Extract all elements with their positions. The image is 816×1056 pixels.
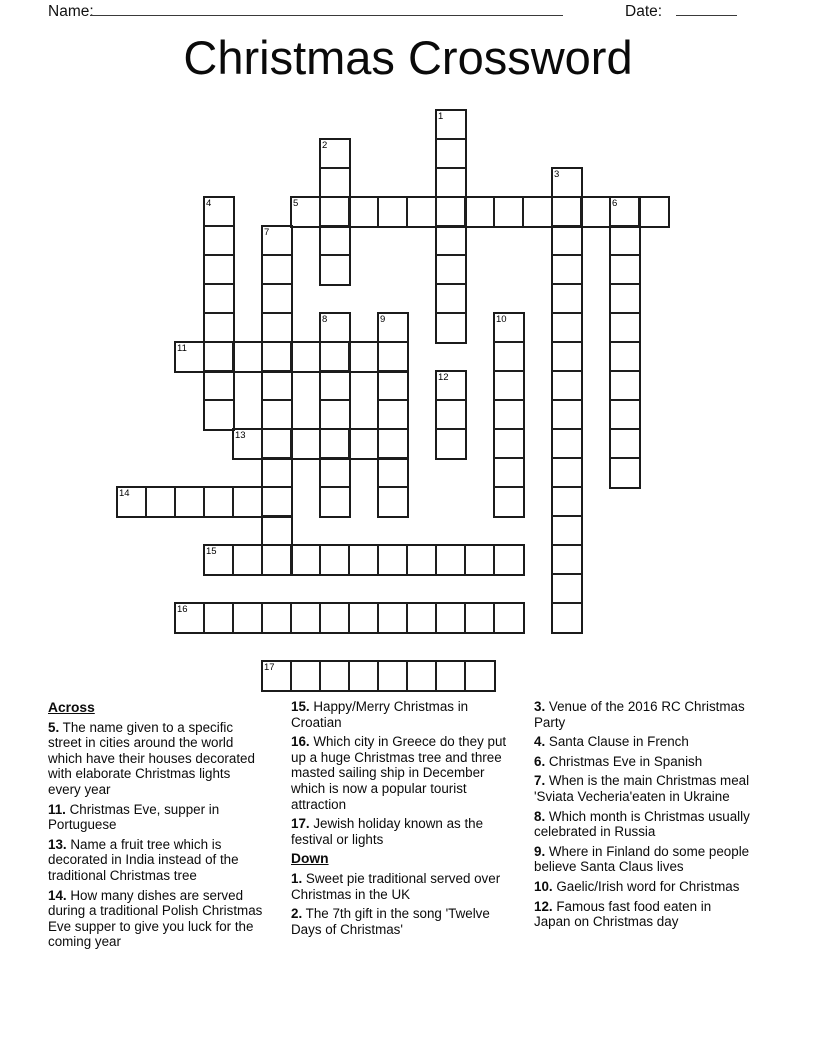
cell-separator [262,312,291,314]
crossword-cell[interactable] [407,197,436,226]
cell-separator [320,254,349,256]
cell-separator [493,545,495,574]
crossword-cell[interactable] [320,458,349,487]
clue-1: 1. Sweet pie traditional served over Christmas in the UK [291,870,501,902]
cell-separator [551,197,553,226]
cell-separator [320,486,349,488]
crossword-cell[interactable] [378,545,407,574]
cell-separator [436,254,465,256]
crossword-cell[interactable] [320,429,349,458]
crossword-cell[interactable] [378,371,407,400]
cell-separator [204,399,233,401]
crossword-cell[interactable] [610,313,639,342]
cell-separator [552,283,581,285]
name-input-line[interactable] [90,0,563,16]
crossword-cell[interactable] [204,255,233,284]
crossword-cell[interactable] [552,545,581,574]
crossword-grid [117,110,669,691]
crossword-cell[interactable] [494,603,523,632]
cell-separator [262,399,291,401]
crossword-cell[interactable] [552,313,581,342]
cell-separator [436,138,465,140]
clues-column-3 [534,699,750,934]
crossword-cell[interactable] [552,516,581,545]
cell-separator [435,545,437,574]
crossword-cell[interactable] [436,168,465,197]
cell-separator [464,661,466,690]
cell-separator [552,399,581,401]
down-heading: Down [291,851,329,867]
crossword-cell[interactable] [204,603,233,632]
clue-number: 9. [534,843,546,859]
crossword-cell[interactable] [552,400,581,429]
clue-10: 10. Gaelic/Irish word for Christmas [534,878,740,894]
cell-separator [522,197,524,226]
cell-separator [464,603,466,632]
crossword-cell[interactable] [552,429,581,458]
cell-separator [348,545,350,574]
cell-separator [610,457,639,459]
cell-separator [203,487,205,516]
cell-separator [378,399,407,401]
cell-number: 6 [612,197,618,209]
crossword-cell[interactable] [291,603,320,632]
crossword-cell[interactable] [494,487,523,516]
cell-separator [436,399,465,401]
clue-9: 9. Where in Finland do some people believe Santa Claus lives [534,843,750,875]
clue-number: 2. [291,906,303,922]
crossword-cell[interactable] [262,400,291,429]
cell-separator [494,486,523,488]
clue-3: 3. Venue of the 2016 RC Christmas Party [534,699,745,730]
across-heading: Across [48,700,95,715]
crossword-cell[interactable] [436,284,465,313]
crossword-cell[interactable] [581,197,610,226]
clue-number: 7. [534,773,546,789]
clue-12: 12. Famous fast food eaten in Japan on Christmas day [534,898,712,930]
crossword-cell[interactable] [494,545,523,574]
cell-separator [319,429,321,458]
clue-2: 2. The 7th gift in the song 'Twelve Days of Christmas' [291,906,490,937]
cell-separator [406,661,408,690]
clue-number: 11. [48,801,66,817]
crossword-cell[interactable] [204,226,233,255]
cell-separator [320,399,349,401]
crossword-cell[interactable] [465,661,494,690]
cell-separator [610,225,639,227]
cell-separator [610,341,639,343]
clue-13: 13. Name a fruit tree which is decorated in India instead of the traditional Christmas tree [48,836,239,883]
clue-6: 6. Christmas Eve in Spanish [534,753,703,769]
crossword-cell[interactable] [436,226,465,255]
crossword-cell[interactable] [494,197,523,226]
crossword-cell[interactable] [378,429,407,458]
crossword-cell[interactable] [320,487,349,516]
crossword-cell[interactable] [349,429,378,458]
crossword-cell[interactable] [291,342,320,371]
cell-separator [319,661,321,690]
crossword-cell[interactable] [639,197,668,226]
clue-16: 16. Which city in Greece do they put up a huge Christmas tree and three masted sailing ship in December which is now a popular tourist attraction [291,734,507,812]
cell-separator [377,342,379,371]
crossword-cell[interactable] [262,371,291,400]
crossword-cell[interactable] [262,284,291,313]
cell-separator [552,602,581,604]
crossword-cell[interactable] [378,661,407,690]
cell-separator [290,661,292,690]
crossword-cell[interactable] [378,487,407,516]
cell-number: 4 [206,197,212,209]
clues-column-2 [291,699,516,941]
cell-number: 14 [119,487,130,499]
clue-number: 14. [48,887,67,903]
crossword-cell[interactable] [262,255,291,284]
cell-separator [145,487,147,516]
clue-number: 17. [291,816,310,832]
crossword-cell[interactable] [552,284,581,313]
crossword-cell[interactable] [320,255,349,284]
crossword-cell[interactable] [552,487,581,516]
crossword-cell[interactable] [436,255,465,284]
cell-separator [319,545,321,574]
cell-separator [610,283,639,285]
cell-separator [406,603,408,632]
cell-separator [261,603,263,632]
crossword-cell[interactable] [465,197,494,226]
cell-separator [436,428,465,430]
clue-14: 14. How many dishes are served during a traditional Polish Christmas Eve supper to give you luck for the coming year [48,887,263,950]
crossword-cell[interactable] [378,458,407,487]
cell-separator [320,167,349,169]
cell-separator [290,429,292,458]
cell-separator [494,341,523,343]
crossword-cell[interactable] [262,603,291,632]
clues-column-1 [48,699,266,954]
cell-separator [348,429,350,458]
cell-separator [377,603,379,632]
crossword-cell[interactable] [262,429,291,458]
crossword-cell[interactable] [320,226,349,255]
crossword-cell[interactable] [320,400,349,429]
crossword-cell[interactable] [552,371,581,400]
crossword-cell[interactable] [378,400,407,429]
page-title: Christmas Crossword [183,31,633,84]
cell-separator [203,603,205,632]
clue-8: 8. Which month is Christmas usually celebrated in Russia [534,808,750,840]
crossword-cell[interactable] [204,313,233,342]
crossword-cell[interactable] [320,603,349,632]
crossword-cell[interactable] [436,603,465,632]
cell-separator [493,603,495,632]
crossword-cell[interactable] [320,197,349,226]
cell-number: 9 [380,313,386,325]
crossword-cell[interactable] [465,603,494,632]
cell-number: 13 [235,429,246,441]
crossword-cell[interactable] [436,197,465,226]
crossword-cell[interactable] [349,661,378,690]
crossword-cell[interactable] [552,458,581,487]
crossword-cell[interactable] [494,458,523,487]
crossword-cell[interactable] [175,487,204,516]
crossword-cell[interactable] [610,255,639,284]
cell-separator [552,254,581,256]
cell-separator [290,603,292,632]
crossword-cell[interactable] [523,197,552,226]
crossword-cell[interactable] [552,603,581,632]
cell-number: 8 [322,313,328,325]
cell-separator [378,486,407,488]
crossword-cell[interactable] [291,429,320,458]
cell-separator [552,457,581,459]
cell-number: 16 [177,603,188,615]
cell-separator [319,197,321,226]
crossword-cell[interactable] [465,545,494,574]
cell-separator [435,197,437,226]
cell-separator [406,197,408,226]
cell-number: 7 [264,226,270,238]
crossword-cell[interactable] [552,342,581,371]
cell-separator [464,197,466,226]
crossword-cell[interactable] [262,313,291,342]
crossword-cell[interactable] [407,545,436,574]
crossword-cell[interactable] [610,284,639,313]
clue-number: 1. [291,870,303,886]
cell-separator [494,457,523,459]
crossword-cell[interactable] [407,603,436,632]
cell-separator [552,515,581,517]
cell-number: 12 [438,371,449,383]
clue-15: 15. Happy/Merry Christmas in Croatian [291,699,469,730]
crossword-cell[interactable] [262,516,291,545]
crossword-cell[interactable] [349,197,378,226]
crossword-cell[interactable] [552,574,581,603]
crossword-cell[interactable] [610,458,639,487]
cell-number: 11 [177,342,187,354]
crossword-cell[interactable] [233,603,262,632]
clue-number: 16. [291,734,310,750]
cell-separator [610,399,639,401]
cell-number: 17 [264,661,275,673]
cell-separator [261,487,263,516]
cell-separator [262,283,291,285]
crossword-cell[interactable] [436,429,465,458]
cell-separator [290,342,292,371]
cell-separator [232,545,234,574]
clue-7: 7. When is the main Christmas meal 'Sviata Vecheria'eaten in Ukraine [534,773,750,804]
cell-separator [204,312,233,314]
cell-number: 3 [554,168,560,180]
crossword-cell[interactable] [204,284,233,313]
cell-separator [610,312,639,314]
crossword-cell[interactable] [204,487,233,516]
crossword-cell[interactable] [407,661,436,690]
crossword-cell[interactable] [233,487,262,516]
cell-separator [232,487,234,516]
cell-separator [494,370,523,372]
cell-separator [377,661,379,690]
cell-separator [552,428,581,430]
crossword-cell[interactable] [378,603,407,632]
cell-separator [319,603,321,632]
cell-separator [552,370,581,372]
crossword-cell[interactable] [494,400,523,429]
crossword-cell[interactable] [436,313,465,342]
crossword-cell[interactable] [349,545,378,574]
crossword-cell[interactable] [320,342,349,371]
crossword-cell[interactable] [204,400,233,429]
cell-separator [435,661,437,690]
crossword-cell[interactable] [204,371,233,400]
cell-separator [552,544,581,546]
cell-separator [290,545,292,574]
clue-11: 11. Christmas Eve, supper in Portuguese [48,801,220,833]
cell-separator [610,254,639,256]
crossword-cell[interactable] [262,342,291,371]
cell-separator [552,486,581,488]
cell-separator [436,167,465,169]
cell-separator [377,545,379,574]
crossword-cell[interactable] [320,545,349,574]
cell-separator [232,603,234,632]
crossword-cell[interactable] [378,342,407,371]
clue-number: 13. [48,836,67,852]
cell-separator [494,428,523,430]
crossword-cell[interactable] [291,661,320,690]
cell-separator [552,573,581,575]
cell-separator [436,283,465,285]
crossword-cell[interactable] [436,139,465,168]
crossword-cell[interactable] [494,371,523,400]
crossword-cell[interactable] [436,661,465,690]
clue-number: 15. [291,699,310,714]
crossword-cell[interactable] [610,371,639,400]
cell-separator [493,197,495,226]
cell-separator [494,399,523,401]
cell-separator [204,254,233,256]
crossword-cell[interactable] [610,226,639,255]
crossword-cell[interactable] [262,545,291,574]
clue-number: 4. [534,734,546,750]
cell-number: 5 [293,197,299,209]
clue-number: 5. [48,719,60,735]
clue-17: 17. Jewish holiday known as the festival or lights [291,816,484,847]
date-label: Date: [625,3,663,20]
cell-separator [348,661,350,690]
clue-number: 10. [534,878,553,894]
crossword-cell[interactable] [349,603,378,632]
crossword-cell[interactable] [610,400,639,429]
clue-number: 6. [534,753,546,769]
cell-separator [261,429,263,458]
clue-4: 4. Santa Clause in French [534,734,689,750]
cell-separator [261,545,263,574]
crossword-cell[interactable] [552,226,581,255]
cell-separator [610,428,639,430]
cell-separator [204,283,233,285]
cell-separator [552,312,581,314]
crossword-cell[interactable] [320,661,349,690]
clue-5: 5. The name given to a specific street in cities around the world which have their houses decorated with elaborate Christmas lights every year [48,719,255,797]
cell-separator [348,603,350,632]
cell-separator [435,603,437,632]
cell-separator [262,254,291,256]
clue-number: 3. [534,699,546,714]
crossword-cell[interactable] [291,545,320,574]
cell-separator [610,370,639,372]
cell-separator [204,225,233,227]
crossword-cell[interactable] [552,197,581,226]
crossword-cell[interactable] [349,342,378,371]
crossword-cell[interactable] [233,342,262,371]
crossword-cell[interactable] [610,342,639,371]
crossword-cell[interactable] [262,487,291,516]
cell-separator [580,197,582,226]
cell-separator [348,197,350,226]
cell-separator [174,487,176,516]
clue-number: 8. [534,808,546,824]
crossword-cell[interactable] [204,342,233,371]
cell-separator [261,342,263,371]
cell-separator [232,342,234,371]
cell-separator [203,342,205,371]
cell-separator [377,197,379,226]
name-label: Name: [48,3,94,20]
cell-number: 10 [496,313,507,325]
crossword-cell[interactable] [262,458,291,487]
cell-separator [319,342,321,371]
cell-number: 1 [438,110,444,122]
crossword-cell[interactable] [436,400,465,429]
crossword-cell[interactable] [610,429,639,458]
date-input-line[interactable] [676,0,737,16]
cell-number: 2 [322,139,328,151]
clue-number: 12. [534,898,553,914]
crossword-cell[interactable] [494,429,523,458]
cell-separator [406,545,408,574]
crossword-cell[interactable] [378,197,407,226]
cell-separator [464,545,466,574]
cell-separator [377,429,379,458]
crossword-cell[interactable] [494,342,523,371]
cell-separator [348,342,350,371]
crossword-cell[interactable] [436,545,465,574]
crossword-cell[interactable] [320,168,349,197]
crossword-cell[interactable] [233,545,262,574]
crossword-cell[interactable] [320,371,349,400]
crossword-cell[interactable] [552,255,581,284]
cell-number: 15 [206,545,217,557]
crossword-cell[interactable] [146,487,175,516]
cell-separator [436,312,465,314]
cell-separator [552,341,581,343]
